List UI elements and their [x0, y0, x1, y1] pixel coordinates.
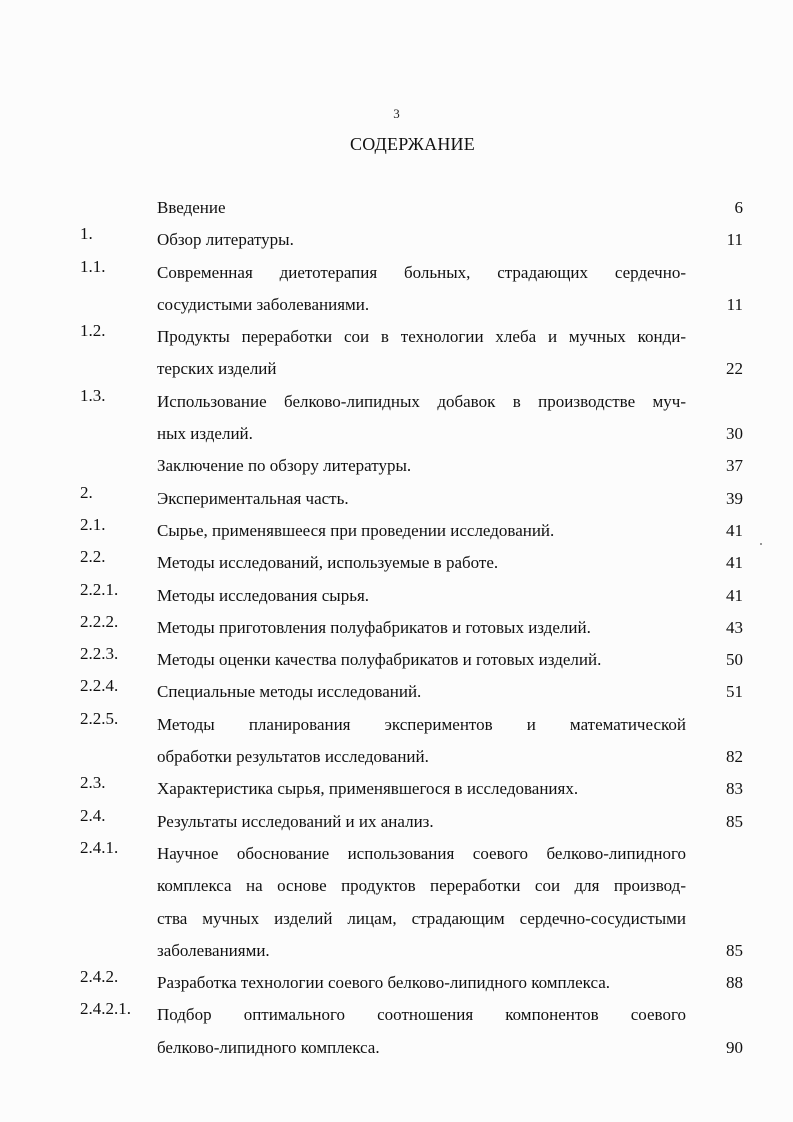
toc-entry-title	[157, 806, 686, 838]
toc-entry-title-line: Введение	[157, 198, 226, 217]
toc-entry-title-line: Характеристика сырья, применявшегося в исследованиях.	[157, 779, 579, 799]
toc-entry-title	[157, 644, 686, 676]
toc-entry-title	[157, 547, 686, 579]
toc-entry-title-line: сосудистыми заболеваниями.	[157, 294, 370, 314]
toc-entry-number: 2.1.	[80, 514, 106, 534]
toc-entry-number: 1.	[80, 224, 93, 244]
toc-entry-page: 41	[726, 520, 743, 540]
toc-entry-title	[157, 580, 686, 612]
toc-entry-page: 83	[726, 779, 743, 799]
toc-entry-title-line: белково-липидного комплекса.	[157, 1037, 380, 1057]
toc-entry-title-line: Заключение по обзору литературы.	[157, 456, 412, 476]
toc-entry-title-line: Обзор литературы.	[157, 230, 294, 250]
toc-entry-title	[157, 321, 686, 386]
toc-entry-title-line: Методы исследования сырья.	[157, 585, 370, 605]
toc-entry-title	[157, 612, 686, 644]
toc-entry	[0, 644, 793, 676]
toc-entry	[0, 483, 793, 515]
toc-entry-title-line: Научное обоснование использования соевого белково-липидного	[157, 843, 686, 863]
toc-entry	[0, 709, 793, 774]
table-of-contents	[0, 192, 793, 1064]
toc-entry-title-line: комплекса на основе продуктов переработки сои для производ-	[157, 876, 686, 896]
toc-entry-page: 85	[726, 811, 743, 831]
toc-entry-title-line: Методы оценки качества полуфабрикатов и готовых изделий.	[157, 650, 602, 670]
toc-entry-number: 2.2.1.	[80, 579, 119, 599]
toc-entry-title-line: Сырье, применявшееся при проведении исследований.	[157, 520, 555, 540]
toc-entry-page: 22	[726, 359, 743, 379]
toc-title: СОДЕРЖАНИЕ	[350, 134, 475, 154]
toc-entry-title-line: Результаты исследований и их анализ.	[157, 811, 434, 831]
toc-entry	[0, 386, 793, 451]
toc-entry-page: 11	[726, 294, 743, 314]
toc-entry-page: 41	[726, 585, 743, 605]
toc-entry-page: 88	[726, 973, 743, 993]
toc-entry-page: 50	[726, 650, 743, 670]
toc-entry-page: 11	[726, 230, 743, 250]
toc-entry	[0, 515, 793, 547]
toc-entry-title	[157, 676, 686, 708]
toc-entry-title-line: обработки результатов исследований.	[157, 747, 429, 767]
toc-entry-title-line: Методы исследований, используемые в работе.	[157, 553, 499, 573]
toc-entry-title-line: Продукты переработки сои в технологии хлеба и мучных конди-	[157, 327, 686, 347]
toc-entry-title-line: Разработка технологии соевого белково-липидного комплекса.	[157, 973, 611, 993]
toc-entry-page: 90	[726, 1037, 743, 1057]
toc-entry-title	[157, 773, 686, 805]
toc-entry-title-line: Методы планирования экспериментов и математической	[157, 714, 686, 734]
toc-entry-page: 30	[726, 424, 743, 444]
toc-entry-title	[157, 709, 686, 774]
toc-entry	[0, 967, 793, 999]
toc-entry-title-line: Современная диетотерапия больных, страдающих сердечно-	[157, 262, 686, 282]
toc-entry	[0, 580, 793, 612]
toc-entry-page: 51	[726, 682, 743, 702]
toc-entry-title	[157, 224, 686, 256]
toc-entry	[0, 612, 793, 644]
toc-entry-page: 85	[726, 940, 743, 960]
toc-entry-number: 2.4.2.	[80, 967, 119, 987]
toc-entry-number: 2.2.	[80, 547, 106, 567]
toc-entry-number: 2.	[80, 482, 93, 502]
toc-entry	[0, 676, 793, 708]
toc-entry-number: 2.3.	[80, 773, 106, 793]
toc-entry-title	[157, 257, 686, 322]
toc-entry-number: 2.4.1.	[80, 837, 119, 857]
toc-entry-title	[157, 838, 686, 967]
toc-entry-title	[157, 386, 686, 451]
toc-entry-page: 37	[726, 456, 743, 476]
toc-entry-title	[157, 483, 686, 515]
toc-entry-number: 2.2.3.	[80, 644, 119, 664]
toc-entry-page: 43	[726, 617, 743, 637]
toc-entry	[0, 450, 793, 482]
toc-entry-title-line: терских изделий	[157, 359, 277, 379]
toc-entry-title	[157, 999, 686, 1064]
toc-entry-number: 2.4.	[80, 805, 106, 825]
toc-entry-title-line: Использование белково-липидных добавок в производстве муч-	[157, 391, 686, 411]
toc-entry	[0, 806, 793, 838]
toc-entry-title	[157, 515, 686, 547]
toc-entry-number: 1.1.	[80, 256, 106, 276]
toc-entry-title	[157, 450, 686, 482]
toc-entry	[0, 547, 793, 579]
toc-entry-number: 2.2.4.	[80, 676, 119, 696]
toc-entry-title-line: Подбор оптимального соотношения компонентов соевого	[157, 1005, 686, 1025]
toc-entry	[0, 838, 793, 967]
toc-entry	[0, 321, 793, 386]
toc-entry-title	[157, 967, 686, 999]
toc-entry-page: 6	[734, 198, 743, 217]
toc-entry-title-line: Экспериментальная часть.	[157, 488, 349, 508]
toc-entry-title-line: заболеваниями.	[157, 940, 270, 960]
page-number: 3	[393, 106, 400, 121]
toc-entry-page: 82	[726, 747, 743, 767]
toc-entry-number: 2.4.2.1.	[80, 999, 131, 1019]
toc-entry	[0, 999, 793, 1064]
toc-entry-number: 1.2.	[80, 321, 106, 341]
toc-entry-page: 41	[726, 553, 743, 573]
toc-entry	[0, 192, 793, 224]
toc-entry-number: 2.2.2.	[80, 611, 119, 631]
toc-entry-title-line: Методы приготовления полуфабрикатов и готовых изделий.	[157, 617, 591, 637]
scan-speck	[760, 543, 762, 545]
toc-entry-title-line: ства мучных изделий лицам, страдающим сердечно-сосудистыми	[157, 908, 686, 928]
toc-entry	[0, 773, 793, 805]
toc-entry	[0, 257, 793, 322]
toc-entry-title	[157, 192, 686, 224]
toc-entry	[0, 224, 793, 256]
toc-entry-page: 39	[726, 488, 743, 508]
toc-entry-number: 2.2.5.	[80, 708, 119, 728]
toc-entry-title-line: Специальные методы исследований.	[157, 682, 422, 702]
toc-entry-title-line: ных изделий.	[157, 424, 253, 444]
toc-entry-number: 1.3.	[80, 385, 106, 405]
